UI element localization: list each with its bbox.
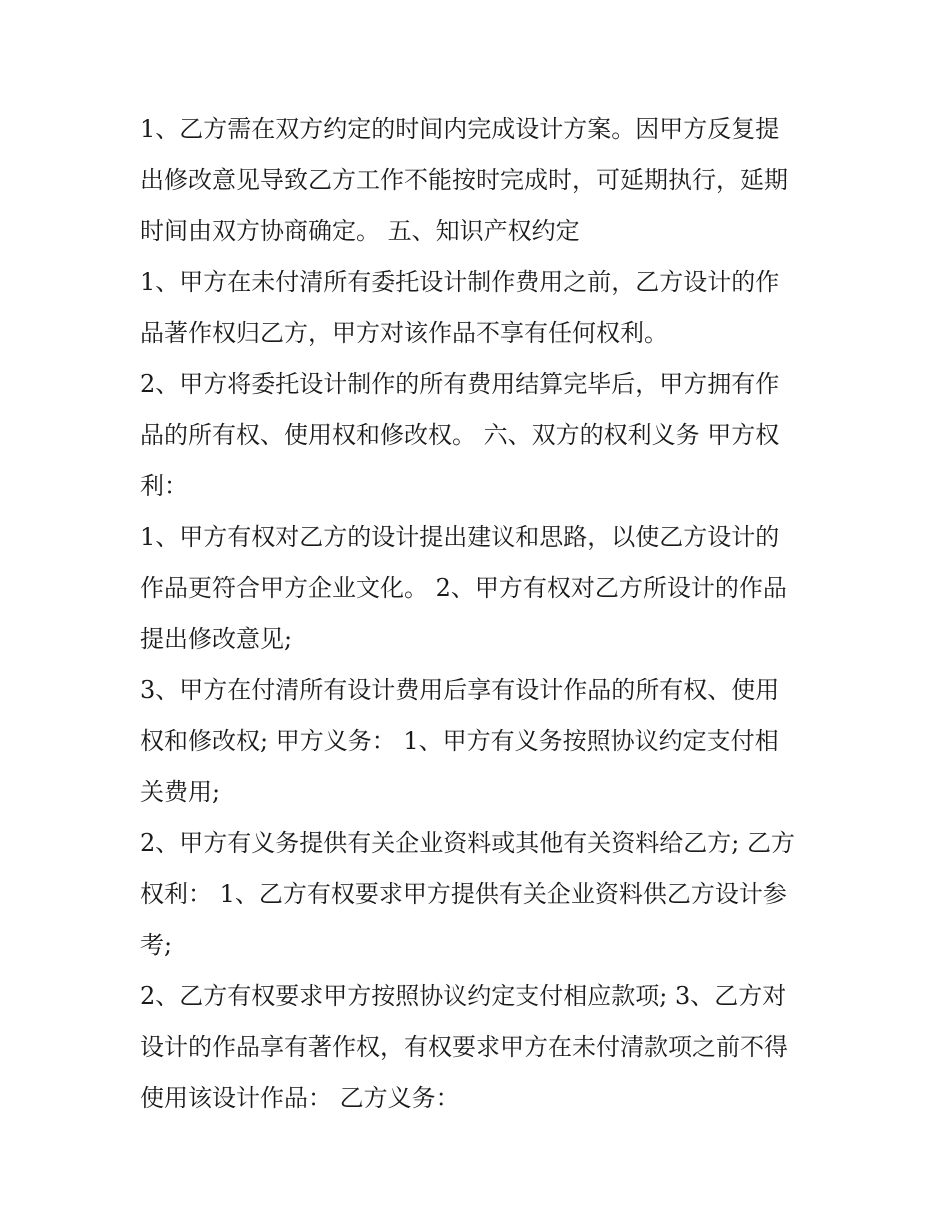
text-line: 权和修改权; 甲方义务： 1、甲方有义务按照协议约定支付相	[140, 727, 779, 755]
text-line: 提出修改意见;	[140, 625, 293, 653]
document-body	[140, 104, 812, 1124]
text-line: 关费用;	[140, 778, 221, 806]
text-line: 2、甲方将委托设计制作的所有费用结算完毕后，甲方拥有作	[140, 370, 780, 398]
text-line: 作品更符合甲方企业文化。 2、甲方有权对乙方所设计的作品	[140, 574, 787, 602]
text-line: 3、甲方在付清所有设计费用后享有设计作品的所有权、使用	[140, 676, 780, 704]
text-line: 使用该设计作品： 乙方义务：	[140, 1084, 460, 1112]
text-line: 出修改意见导致乙方工作不能按时完成时，可延期执行，延期	[140, 166, 788, 194]
text-line: 2、甲方有义务提供有关企业资料或其他有关资料给乙方; 乙方	[140, 829, 795, 857]
text-line: 2、乙方有权要求甲方按照协议约定支付相应款项; 3、乙方对	[140, 982, 787, 1010]
text-line: 品著作权归乙方，甲方对该作品不享有任何权利。	[140, 319, 668, 347]
text-line: 1、乙方需在双方约定的时间内完成设计方案。因甲方反复提	[140, 115, 780, 143]
text-line: 设计的作品享有著作权，有权要求甲方在未付清款项之前不得	[140, 1033, 788, 1061]
text-line: 利：	[140, 472, 188, 500]
text-line: 1、甲方在未付清所有委托设计制作费用之前，乙方设计的作	[140, 268, 780, 296]
text-line: 考;	[140, 931, 173, 959]
text-line: 时间由双方协商确定。 五、知识产权约定	[140, 217, 580, 245]
text-line: 权利： 1、乙方有权要求甲方提供有关企业资料供乙方设计参	[140, 880, 787, 908]
text-line: 品的所有权、使用权和修改权。 六、双方的权利义务 甲方权	[140, 421, 780, 449]
text-line: 1、甲方有权对乙方的设计提出建议和思路，以使乙方设计的	[140, 523, 780, 551]
